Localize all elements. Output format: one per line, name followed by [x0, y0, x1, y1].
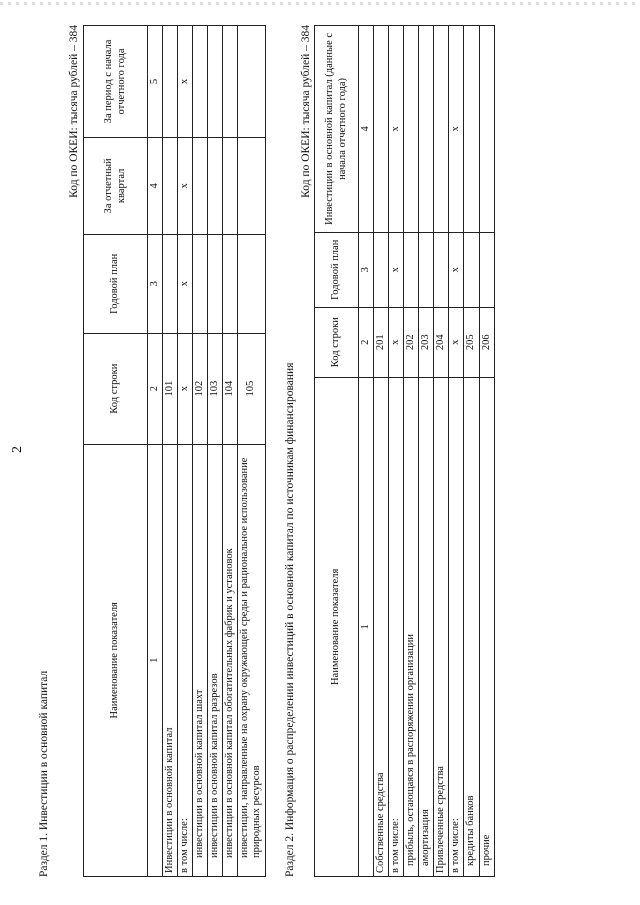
row-code: 203	[419, 307, 434, 377]
row-plan[interactable]	[163, 234, 178, 333]
row-invest[interactable]	[434, 26, 449, 233]
row-code: x	[389, 307, 404, 377]
table-row	[163, 26, 178, 877]
row-plan[interactable]	[193, 234, 208, 333]
row-code: 204	[434, 307, 449, 377]
s1-colnum: 2	[148, 333, 163, 444]
section1-table	[83, 25, 266, 877]
row-quarter[interactable]	[163, 137, 178, 234]
s1-header-code: Код строки	[84, 333, 148, 444]
row-name: инвестиции, направленные на охрану окружающей среды и рациональное использование природных ресурсов	[238, 444, 265, 876]
row-plan: x	[178, 234, 193, 333]
s2-header-plan: Годовой план	[315, 232, 359, 307]
row-code: 205	[464, 307, 479, 377]
section2-table	[314, 25, 495, 877]
row-name: в том числе:	[449, 377, 464, 876]
s1-colnum: 1	[148, 444, 163, 876]
section2-colnum-row	[359, 26, 374, 877]
s1-header-name: Наименование показателя	[84, 444, 148, 876]
row-period[interactable]	[193, 26, 208, 138]
row-quarter[interactable]	[238, 137, 265, 234]
row-name: в том числе:	[178, 444, 193, 876]
row-code: 206	[479, 307, 494, 377]
table-row	[193, 26, 208, 877]
s1-colnum: 4	[148, 137, 163, 234]
table-row	[178, 26, 193, 877]
row-plan[interactable]	[208, 234, 223, 333]
row-period[interactable]	[223, 26, 238, 138]
row-invest[interactable]	[404, 26, 419, 233]
row-name: прочие	[479, 377, 494, 876]
row-invest[interactable]	[479, 26, 494, 233]
row-invest: x	[449, 26, 464, 233]
row-name: Собственные средства	[374, 377, 389, 876]
row-name: амортизация	[419, 377, 434, 876]
row-quarter[interactable]	[208, 137, 223, 234]
s1-colnum: 5	[148, 26, 163, 138]
table-row	[449, 26, 464, 877]
row-name: Инвестиции в основной капитал	[163, 444, 178, 876]
row-code: 101	[163, 333, 178, 444]
table-row	[208, 26, 223, 877]
s2-header-invest: Инвестиции в основной капитал (данные с начала отчетного года)	[315, 26, 359, 233]
table-row	[464, 26, 479, 877]
table-row	[404, 26, 419, 877]
table-row	[419, 26, 434, 877]
row-quarter[interactable]	[193, 137, 208, 234]
table-row	[434, 26, 449, 877]
row-code: 104	[223, 333, 238, 444]
row-name: инвестиции в основной капитал разрезов	[208, 444, 223, 876]
table-row	[238, 26, 265, 877]
row-quarter: x	[178, 137, 193, 234]
row-plan: x	[449, 232, 464, 307]
row-period[interactable]	[163, 26, 178, 138]
s1-header-period: За период с начала отчетного года	[84, 26, 148, 138]
row-code: x	[178, 333, 193, 444]
row-plan[interactable]	[374, 232, 389, 307]
row-invest[interactable]	[419, 26, 434, 233]
section2-title: Раздел 2. Информация о распределении инвестиций в основной капитал по источникам финансирования	[284, 362, 296, 877]
row-name: Привлеченные средства	[434, 377, 449, 876]
row-name: инвестиции в основной капитал шахт	[193, 444, 208, 876]
row-code: 105	[238, 333, 265, 444]
row-invest: x	[389, 26, 404, 233]
s2-header-name: Наименование показателя	[315, 377, 359, 876]
s1-colnum: 3	[148, 234, 163, 333]
row-name: в том числе:	[389, 377, 404, 876]
row-plan[interactable]	[479, 232, 494, 307]
page-number: 2	[10, 446, 25, 453]
row-name: кредиты банков	[464, 377, 479, 876]
row-name: инвестиции в основной капитал обогатительных фабрик и установок	[223, 444, 238, 876]
row-name: прибыль, остающаяся в распоряжении организации	[404, 377, 419, 876]
row-period: x	[178, 26, 193, 138]
row-code: x	[449, 307, 464, 377]
s2-colnum: 2	[359, 307, 374, 377]
section1-title: Раздел 1. Инвестиции в основной капитал	[38, 670, 50, 877]
table-row	[374, 26, 389, 877]
s2-colnum: 1	[359, 377, 374, 876]
s1-header-plan: Годовой план	[84, 234, 148, 333]
s1-header-quarter: За отчетный квартал	[84, 137, 148, 234]
row-code: 102	[193, 333, 208, 444]
table-row	[389, 26, 404, 877]
section1-header-row	[84, 26, 148, 877]
row-plan[interactable]	[464, 232, 479, 307]
table-row	[479, 26, 494, 877]
row-invest[interactable]	[464, 26, 479, 233]
row-quarter[interactable]	[223, 137, 238, 234]
section1-okei: Код по ОКЕИ: тысяча рублей – 384	[68, 25, 80, 198]
row-code: 103	[208, 333, 223, 444]
table-row	[223, 26, 238, 877]
s2-colnum: 4	[359, 26, 374, 233]
row-plan: x	[389, 232, 404, 307]
section1-colnum-row	[148, 26, 163, 877]
section2-header-row	[315, 26, 359, 877]
row-code: 202	[404, 307, 419, 377]
row-plan[interactable]	[238, 234, 265, 333]
row-plan[interactable]	[419, 232, 434, 307]
s2-colnum: 3	[359, 232, 374, 307]
row-plan[interactable]	[434, 232, 449, 307]
row-invest[interactable]	[374, 26, 389, 233]
row-period[interactable]	[238, 26, 265, 138]
row-plan[interactable]	[404, 232, 419, 307]
row-plan[interactable]	[223, 234, 238, 333]
s2-header-code: Код строки	[315, 307, 359, 377]
section2-okei: Код по ОКЕИ: тысяча рублей – 384	[300, 25, 312, 198]
row-code: 201	[374, 307, 389, 377]
scan-edge-artifact	[0, 2, 640, 5]
row-period[interactable]	[208, 26, 223, 138]
